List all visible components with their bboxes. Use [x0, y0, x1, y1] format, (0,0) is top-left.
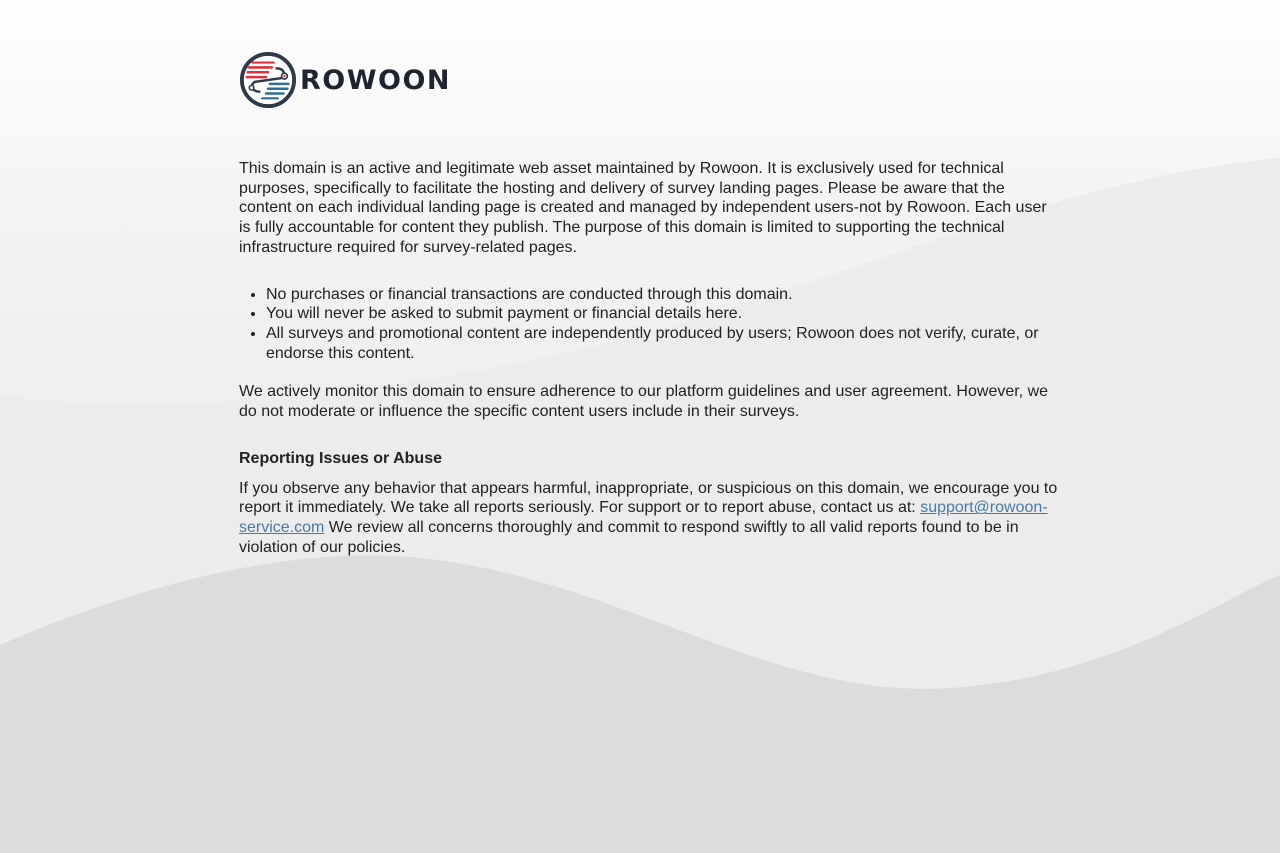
monitoring-paragraph: We actively monitor this domain to ensure adherence to our platform guidelines and user agreement. However, we do not moderate or influence the specific content users include in their surveys. — [239, 383, 1049, 421]
notice-list — [239, 285, 1059, 364]
main-content — [239, 50, 1059, 558]
reporting-heading: Reporting Issues or Abuse — [239, 449, 442, 467]
list-item: • You will never be asked to submit payment or financial details here. — [266, 304, 1059, 324]
list-item: • All surveys and promotional content are independently produced by users; Rowoon does not verify, curate, or endorse this content. — [266, 324, 1059, 363]
reporting-text-before: If you observe any behavior that appears harmful, inappropriate, or suspicious on this domain, we encourage you to report it immediately. We take all reports seriously. For support or to report abuse, contact us at: — [239, 479, 1058, 517]
brand-logo — [239, 50, 1059, 110]
intro-paragraph: This domain is an active and legitimate web asset maintained by Rowoon. It is exclusively used for technical purposes, specifically to facilitate the hosting and delivery of survey landing pages. Please be aware that the content on each individual landing page is created and managed by independent users-not by Rowoon. Each user is fully accountable for content they publish. The purpose of this domain is limited to supporting the technical infrastructure required for survey-related pages. — [239, 160, 1047, 256]
list-item: • No purchases or financial transactions are conducted through this domain. — [266, 285, 1059, 305]
brand-name: ROWOON — [300, 65, 452, 96]
reporting-text-after: We review all concerns thoroughly and commit to respond swiftly to all valid reports found to be in violation of our policies. — [239, 519, 1019, 556]
support-email-link[interactable]: support@rowoon-service.com — [239, 499, 1048, 537]
rowoon-logo-icon — [239, 51, 297, 109]
reporting-paragraph — [239, 479, 1059, 558]
